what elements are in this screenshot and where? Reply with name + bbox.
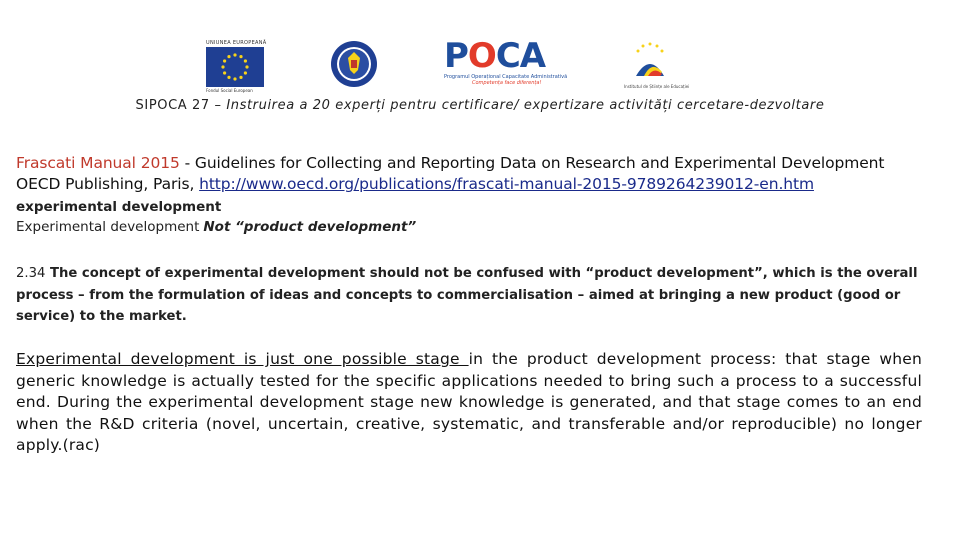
- term-emphasis: Not “product development”: [203, 219, 417, 235]
- main-paragraph: [16, 349, 922, 457]
- institute-caption: Institutul de Științe ale Educației: [624, 84, 690, 89]
- logo-bar: [0, 38, 960, 98]
- reference-publisher: OECD Publishing, Paris,: [16, 175, 200, 193]
- reference-url-link[interactable]: http://www.oecd.org/publications/frascati-manual-2015-9789264239012-en.htm: [199, 175, 814, 193]
- reference-subtitle: - Guidelines for Collecting and Reporting Data on Research and Experimental Development: [179, 154, 885, 172]
- eu-caption-top: UNIUNEA EUROPEANĂ: [206, 40, 267, 46]
- term-label: Experimental development: [16, 219, 200, 235]
- poca-slogan: Competența face diferența!: [472, 80, 542, 86]
- main-paragraph-text: in the product development process: that stage when generic knowledge is actually tested for the specific applications needed to bring such a process to a successful end. During the experimental development stage new knowledge is generated, and that stage comes to an end when the R&D criteria (novel, uncertain, creative, systematic, and transferable and/or reproducible) no longer apply.(rac): [16, 350, 922, 454]
- reference-title-line: [16, 153, 946, 174]
- romanian-government-emblem-icon: [330, 40, 378, 88]
- eu-logo: [206, 40, 266, 93]
- term-heading: experimental development: [16, 199, 222, 215]
- eu-flag-icon: [206, 47, 264, 87]
- project-header: [0, 98, 960, 113]
- reference-publisher-line: [16, 174, 946, 195]
- paragraph-2-34: [16, 263, 936, 328]
- paragraph-number: 2.34: [16, 266, 46, 281]
- main-paragraph-underlined: Experimental development is just one possible stage: [16, 350, 469, 368]
- institute-logo: [624, 38, 690, 94]
- reference-title: Frascati Manual 2015: [16, 154, 180, 172]
- header-italic: Instruirea a 20 experți pentru certificare/ expertizare activități cercetare-dezvoltare: [226, 98, 825, 113]
- paragraph-2-34-text: The concept of experimental development should not be confused with “product development”, which is the overall process – from the formulation of ideas and concepts to commercialisation – aimed at bringing a new product (good or service) to the market.: [16, 266, 918, 324]
- poca-subtitle: Programul Operațional Capacitate Administrativă: [444, 74, 568, 80]
- institute-emblem-icon: [624, 38, 676, 84]
- eu-caption-bottom: Fondul Social European: [206, 88, 253, 93]
- poca-wordmark: POCA: [444, 36, 546, 76]
- reference-block: [16, 153, 946, 195]
- header-prefix: SIPOCA 27 –: [135, 98, 227, 113]
- poca-logo: [444, 36, 568, 86]
- term-definition-line: [16, 219, 416, 235]
